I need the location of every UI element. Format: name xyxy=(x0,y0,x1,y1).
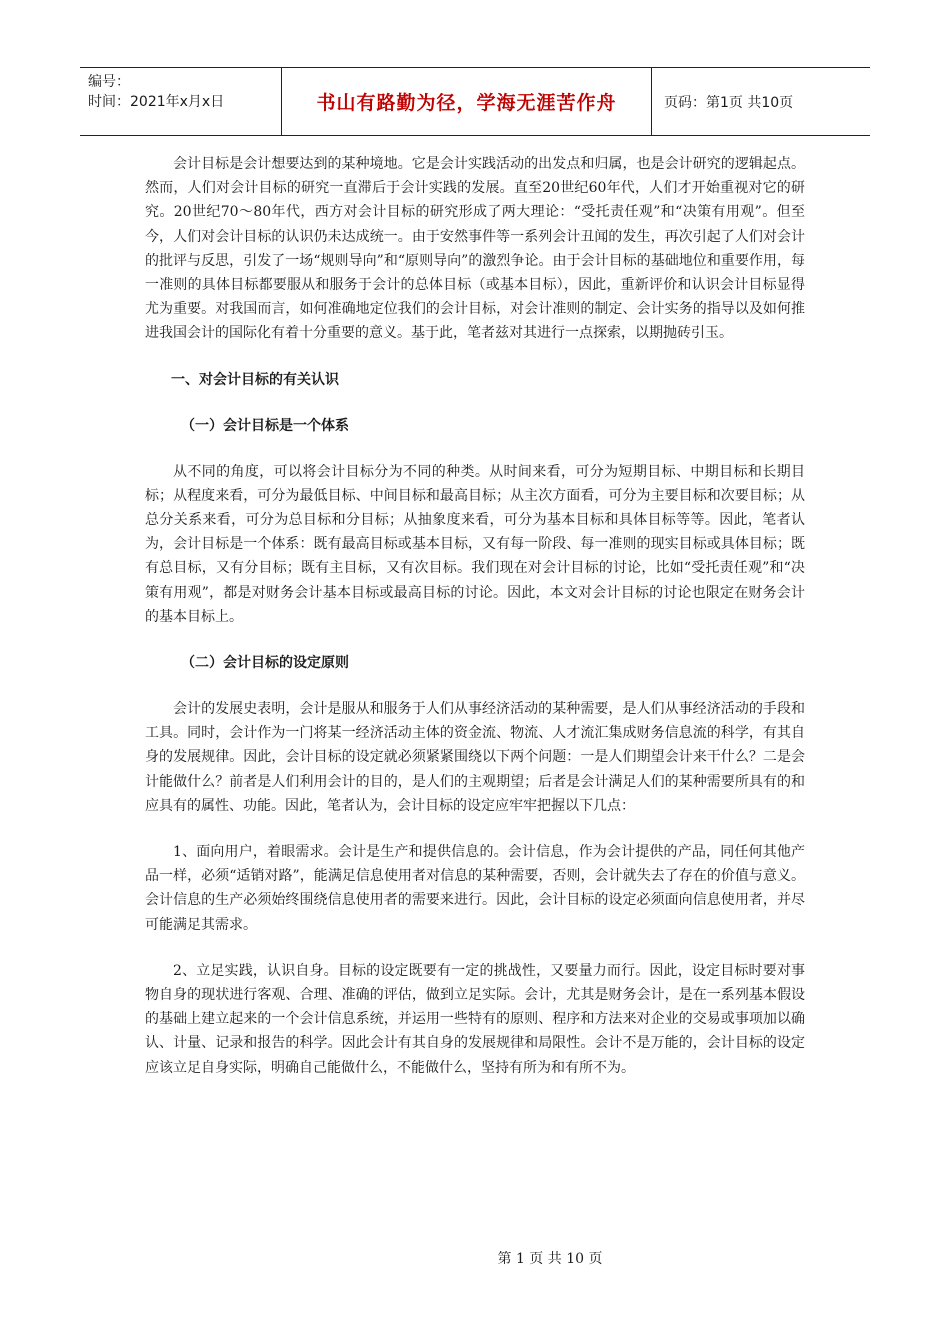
header-motto-cell xyxy=(282,68,652,135)
document-body xyxy=(145,152,805,1102)
page-footer: 第 1 页 共 10 页 xyxy=(497,1251,603,1267)
subsection-2-paragraph: 会计的发展史表明，会计是服从和服务于人们从事经济活动的某种需要，是人们从事经济活动的手段和工具。同时，会计作为一门将某一经济活动主体的资金流、物流、人才流汇集成财务信息流的科学，有其自身的发展规律。因此，会计目标的设定就必须紧紧围绕以下两个问题：一是人们期望会计来干什么？二是会计能做什么？前者是人们利用会计的目的，是人们的主观期望；后者是会计满足人们的某种需要所具有的和应具有的属性、功能。因此，笔者认为，会计目标的设定应牢牢把握以下几点： xyxy=(145,701,805,814)
number-label: 编号： xyxy=(88,74,130,90)
subsection-heading-2: （二）会计目标的设定原则 xyxy=(181,655,349,672)
point-1-paragraph: 1、面向用户，着眼需求。会计是生产和提供信息的。会计信息，作为会计提供的产品，同任何其他产品一样，必须“适销对路”，能满足信息使用者对信息的某种需要，否则，会计就失去了存在的价值与意义。会计信息的生产必须始终围绕信息使用者的需要来进行。因此，会计目标的设定必须面向信息使用者，并尽可能满足其需求。 xyxy=(145,844,805,933)
point-2-paragraph: 2、立足实践，认识自身。目标的设定既要有一定的挑战性，又要量力而行。因此，设定目标时要对事物自身的现状进行客观、合理、准确的评估，做到立足实际。会计，尤其是财务会计，是在一系列基本假设的基础上建立起来的一个会计信息系统，并运用一些特有的原则、程序和方法来对企业的交易或事项加以确认、计量、记录和报告的科学。因此会计有其自身的发展规律和局限性。会计不是万能的，会计目标的设定应该立足自身实际，明确自己能做什么，不能做什么，坚持有所为和有所不为。 xyxy=(145,962,805,1076)
section-heading-1: 一、对会计目标的有关认识 xyxy=(171,371,339,388)
time-label: 时间：2021年x月x日 xyxy=(88,94,225,110)
motto-text: 书山有路勤为径，学海无涯苦作舟 xyxy=(316,92,617,114)
intro-paragraph: 会计目标是会计想要达到的某种境地。它是会计实践活动的出发点和归属，也是会计研究的逻辑起点。然而，人们对会计目标的研究一直滞后于会计实践的发展。直至20世纪60年代，人们才开始重视对它的研究。20世纪70～80年代，西方对会计目标的研究形成了两大理论：“受托责任观”和“决策有用观”。但至今，人们对会计目标的认识仍未达成统一。由于安然事件等一系列会计丑闻的发生，再次引起了人们对会计的批评与反思，引发了一场“规则导向”和“原则导向”的激烈争论。由于会计目标的基础地位和重要作用，每一准则的具体目标都要服从和服务于会计的总体目标（或基本目标），因此，重新评价和认识会计目标显得尤为重要。对我国而言，如何准确地定位我们的会计目标，对会计准则的制定、会计实务的指导以及如何推进我国会计的国际化有着十分重要的意义。基于此，笔者兹对其进行一点探索，以期抛砖引玉。 xyxy=(145,156,805,342)
document-header xyxy=(80,67,870,136)
subsection-1-paragraph: 从不同的角度，可以将会计目标分为不同的种类。从时间来看，可分为短期目标、中期目标和长期目标；从程度来看，可分为最低目标、中间目标和最高目标；从主次方面看，可分为主要目标和次要目标；从总分关系来看，可分为总目标和分目标；从抽象度来看，可分为基本目标和具体目标等等。因此，笔者认为，会计目标是一个体系：既有最高目标或基本目标，又有每一阶段、每一准则的现实目标或具体目标；既有总目标，又有分目标；既有主目标，又有次目标。我们现在对会计目标的讨论，比如“受托责任观”和“决策有用观”，都是对财务会计基本目标或最高目标的讨论。因此，本文对会计目标的讨论也限定在财务会计的基本目标上。 xyxy=(145,463,805,625)
header-meta-cell xyxy=(80,68,282,135)
header-page-cell xyxy=(652,68,870,135)
subsection-heading-1: （一）会计目标是一个体系 xyxy=(181,417,349,434)
page-info: 页码：第1页 共10页 xyxy=(664,94,794,111)
